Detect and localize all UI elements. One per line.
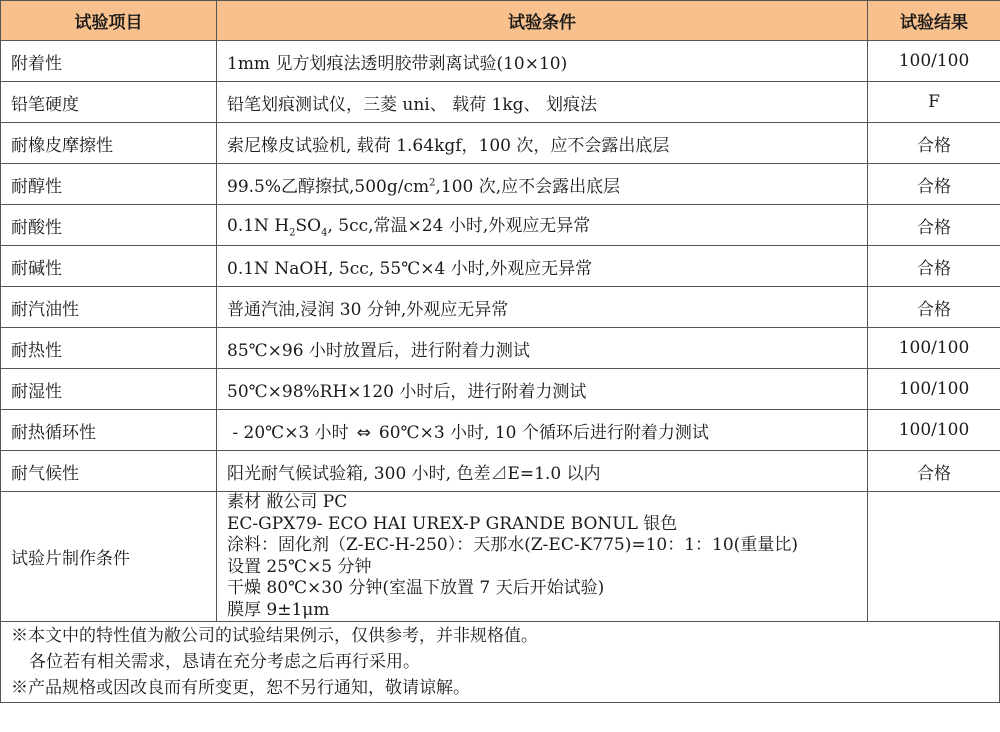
test-condition xyxy=(217,410,868,451)
double-arrow-icon: ⇔ xyxy=(356,422,371,443)
table-row-alkali-resistance xyxy=(1,246,1000,287)
superscript: 2 xyxy=(429,176,436,188)
preparation-conditions xyxy=(217,492,868,622)
test-condition: 索尼橡皮试验机, 载荷 1.64kgf，100 次，应不会露出底层 xyxy=(217,123,868,164)
footnote: 各位若有相关需求，恳请在充分考虑之后再行采用。 xyxy=(29,652,420,672)
header-test-item: 试验项目 xyxy=(1,1,217,41)
test-result: 合格 xyxy=(868,164,1000,205)
subscript: 4 xyxy=(321,227,328,239)
test-result-empty xyxy=(868,492,1000,622)
test-condition xyxy=(217,164,868,205)
test-item: 耐汽油性 xyxy=(1,287,217,328)
test-item: 耐橡皮摩擦性 xyxy=(1,123,217,164)
test-condition xyxy=(217,205,868,246)
test-item: 耐醇性 xyxy=(1,164,217,205)
preparation-line: 膜厚 9±1μm xyxy=(227,599,330,620)
test-item: 耐碱性 xyxy=(1,246,217,287)
table-row-eraser-abrasion xyxy=(1,123,1000,164)
test-result: 合格 xyxy=(868,123,1000,164)
table-row-pencil-hardness xyxy=(1,82,1000,123)
condition-text: 0.1N H xyxy=(227,216,290,237)
footnote: ※本文中的特性值为敝公司的试验结果例示，仅供参考，并非规格值。 xyxy=(11,626,538,646)
table-row-specimen-preparation xyxy=(1,492,1000,622)
condition-text: 99.5%乙醇擦拭,500g/cm xyxy=(227,176,430,197)
table-row-humidity-resistance xyxy=(1,369,1000,410)
test-item: 耐热性 xyxy=(1,328,217,369)
test-result: 100/100 xyxy=(868,369,1000,410)
test-result: F xyxy=(868,82,1000,123)
header-test-result: 试验结果 xyxy=(868,1,1000,41)
preparation-line: 干燥 80℃×30 分钟(室温下放置 7 天后开始试验) xyxy=(227,578,605,598)
table-row-heat-cycle-resistance xyxy=(1,410,1000,451)
test-result: 100/100 xyxy=(868,41,1000,82)
table-row-adhesion xyxy=(1,41,1000,82)
table-row-heat-resistance xyxy=(1,328,1000,369)
test-condition: 0.1N NaOH, 5cc, 55℃×4 小时,外观应无异常 xyxy=(217,246,868,287)
footnote: ※产品规格或因改良而有所变更，恕不另行通知，敬请谅解。 xyxy=(11,678,470,698)
test-result: 合格 xyxy=(868,451,1000,492)
test-item: 耐热循环性 xyxy=(1,410,217,451)
test-result: 合格 xyxy=(868,287,1000,328)
table-row-gasoline-resistance xyxy=(1,287,1000,328)
test-condition: 普通汽油,浸润 30 分钟,外观应无异常 xyxy=(217,287,868,328)
condition-text: ,100 次,应不会露出底层 xyxy=(435,176,621,197)
condition-text: 60℃×3 小时, 10 个循环后进行附着力测试 xyxy=(378,422,709,443)
preparation-line: 设置 25℃×5 分钟 xyxy=(227,556,372,577)
condition-text: - 20℃×3 小时 xyxy=(232,422,349,443)
test-condition: 阳光耐气候试验箱, 300 小时, 色差⊿E=1.0 以内 xyxy=(217,451,868,492)
test-result: 100/100 xyxy=(868,410,1000,451)
preparation-line: EC-GPX79- ECO HAI UREX-P GRANDE BONUL 银色 xyxy=(227,513,678,534)
table-row-alcohol-resistance xyxy=(1,164,1000,205)
test-result: 合格 xyxy=(868,246,1000,287)
subscript: 2 xyxy=(289,227,296,239)
test-condition: 铅笔划痕测试仪，三菱 uni、 载荷 1kg、 划痕法 xyxy=(217,82,868,123)
test-result: 100/100 xyxy=(868,328,1000,369)
table-row-weather-resistance xyxy=(1,451,1000,492)
test-condition: 85℃×96 小时放置后，进行附着力测试 xyxy=(217,328,868,369)
footnotes xyxy=(0,622,1000,703)
test-condition: 1mm 见方划痕法透明胶带剥离试验(10×10) xyxy=(217,41,868,82)
test-item: 试验片制作条件 xyxy=(1,492,217,622)
test-item: 耐气候性 xyxy=(1,451,217,492)
preparation-line: 素材 敝公司 PC xyxy=(227,492,348,512)
test-item: 耐湿性 xyxy=(1,369,217,410)
condition-text: , 5cc,常温×24 小时,外观应无异常 xyxy=(327,216,591,237)
test-item: 铅笔硬度 xyxy=(1,82,217,123)
preparation-line: 涂料：固化剂（Z-EC-H-250）：天那水(Z-EC-K775)=10：1：10(重量比) xyxy=(227,535,798,555)
test-result: 合格 xyxy=(868,205,1000,246)
table-header-row xyxy=(1,1,1000,41)
table-row-acid-resistance xyxy=(1,205,1000,246)
condition-text: SO xyxy=(295,216,322,237)
test-condition: 50℃×98%RH×120 小时后，进行附着力测试 xyxy=(217,369,868,410)
test-item: 耐酸性 xyxy=(1,205,217,246)
test-item: 附着性 xyxy=(1,41,217,82)
header-test-condition: 试验条件 xyxy=(217,1,868,41)
